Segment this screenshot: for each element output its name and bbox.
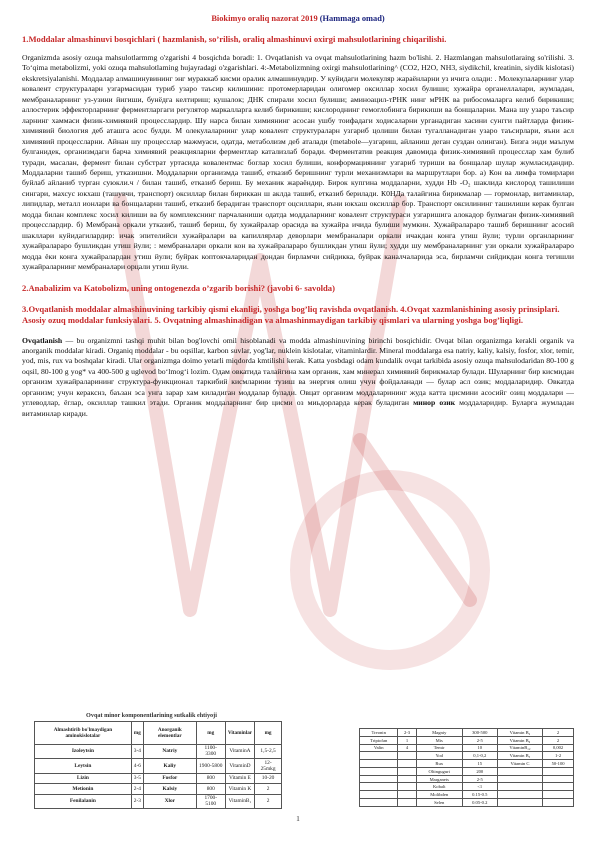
header-cell: mg (196, 722, 225, 745)
table-cell (398, 775, 416, 783)
table-cell (497, 799, 542, 807)
table-cell: Lizin (35, 773, 132, 783)
table-cell: Xlor (143, 794, 196, 809)
table-cell: Leytsin (35, 759, 132, 774)
table-cell: Kobalt (416, 783, 462, 791)
table-cell (497, 767, 542, 775)
table-cell: Selen (416, 799, 462, 807)
table-cell: Fenilalanin (35, 794, 132, 809)
table-cell (497, 775, 542, 783)
table-cell (543, 767, 574, 775)
document-body (22, 34, 574, 419)
table-cell: Yod (416, 752, 462, 760)
table-cell: 800 (196, 784, 225, 794)
question-3-heading: 3.Ovqatlanish moddalar almashinuvining tarkibiy qismi ekanligi, yoshga bog’liq ravishda ovqatlanish. 4.Ovqat xazmlanishining asosiy prinsiplari. Asosiy ozuq moddalar funksiyalari. 5. Ovqatning almashinadigan va almashinmaydigan tarkibiy qismlari va ularning yoshga bog’liqligi. (22, 303, 560, 325)
title-note: (Hammaga omad) (319, 14, 385, 23)
table-row (360, 791, 574, 799)
table-cell: 2-3 (131, 794, 143, 809)
table-cell: VitaminA (225, 744, 254, 759)
table-cell: 50-100 (543, 760, 574, 768)
table-cell: Vitamin C (497, 760, 542, 768)
header-cell: mg (131, 722, 143, 745)
table-cell: Valin (360, 744, 398, 752)
header-cell: Almashtirib bo'lmaydigan aminokislotalar (35, 722, 132, 745)
table-cell: 2 (255, 794, 282, 809)
document-title (0, 14, 596, 23)
table-cell: 1,5-2,5 (255, 744, 282, 759)
table-row (360, 799, 574, 807)
table-row (35, 794, 282, 809)
header-cell: Anorganik elementlar (143, 722, 196, 745)
table-cell (543, 791, 574, 799)
q3-answer-tail: моддаларидир. Буларга жумладан витаминлар киради. (22, 398, 574, 418)
page-number: 1 (296, 814, 300, 823)
table-cell: 2 (543, 729, 574, 737)
table-cell: Vitamin B₆ (497, 736, 542, 744)
table-row (360, 729, 574, 737)
nutrient-tables (24, 712, 580, 820)
table-row (35, 744, 282, 759)
table-cell: Temir (416, 744, 462, 752)
table-cell: Metionin (35, 784, 132, 794)
table-cell: 4 (398, 744, 416, 752)
q1-intro-text: Organizmda asosiy ozuqa mahsulotlarmmg o'zgarishi 4 bosqichda boradi: 1. Ovqatlanish va ovqat mahsulotlarining hazm bo'lishi. 2. Hazmlangan mahsulotlaraing so'rilishi. 3. To‘qima metabolizmi, yoki ozuqa mahsulotlaming hujayradagi o'zgarishlari. 4:-Metabolizmning oxirgi mahsulotlarining^ (CO2, H2O, NH3, siydikchil, kreatinin, siydik kislotasi) ekskretsiyalanishi. (22, 53, 574, 83)
table-cell: 1100- 3300 (196, 744, 225, 759)
table-caption: Ovqat minor komponentlarining sutkalik ehtiyoji (86, 712, 217, 719)
table-row (35, 784, 282, 794)
question-2-heading: 2.Anabalizim va Katobolizm, uning ontogenezda o’zgarib borishi? (javobi 6- savolda) (22, 282, 335, 293)
table-cell (497, 791, 542, 799)
table-cell: 200 (462, 767, 497, 775)
table-cell (543, 799, 574, 807)
table-cell: 0,1-0,2 (462, 752, 497, 760)
table-cell (543, 775, 574, 783)
table-cell: Rux (416, 760, 462, 768)
table-cell: 1900-5800 (196, 759, 225, 774)
table-cell (398, 799, 416, 807)
table-cell: 300-500 (462, 729, 497, 737)
table-cell (360, 752, 398, 760)
table-cell: Triptofan (360, 736, 398, 744)
table-cell (360, 760, 398, 768)
title-main: Biokimyo oraliq nazorat 2019 (211, 14, 320, 23)
table-cell (360, 799, 398, 807)
table-cell: 12-25mkg (255, 759, 282, 774)
question-3-answer (22, 336, 574, 420)
table-cell: Izoleytsin (35, 744, 132, 759)
table-row (360, 775, 574, 783)
table-row (360, 760, 574, 768)
table-cell: Mis (416, 736, 462, 744)
table-cell: Molibden (416, 791, 462, 799)
table-cell: 1700- 5100 (196, 794, 225, 809)
table-row (360, 752, 574, 760)
table-cell: Fosfor (143, 773, 196, 783)
q1-physchem-text: Моддалар алмашинувининг энг мураккаб кисми оралик алмашинувдир. У куйидаги молекуляр жараёнларни уз ичига олади: . Молекулаларнинг улар ковалент структураларн узгармасидан туриб узаро таъсир килишини: протомерларидан олигомер оксиллар хосил булиши; хужайра органеллалари, жумладан, мембраналарнинг уз-узини йигиши, бунёдга келтириш; кушалок; ДНК спирали хосил булиши; аминоацил-тРНК нинг мРНК ва рибосомаларга келиб бирикиши; аллостерик эффекторларнинг ферментларгаги регулятор маркалларга келиб бирикиши; кислороднинг гемоглобинга бирикиши ва бонщаларни. Мана шу узаро таъсир ларнинг хаммаси физик-химиявий процесслардир. Шу нарса билан химиянинг асосан ушбу тоифадаги ходисаларни урганадиган хасини сунгги пайтларда физик-химиявий биология деб аташга асос булди. (22, 73, 574, 136)
table-cell: Vitamin K (225, 784, 254, 794)
table-cell: Vitamin B₃ (497, 752, 542, 760)
table-cell: Kaliy (143, 759, 196, 774)
table-cell: VitaminB₁ (225, 794, 254, 809)
table-cell: Vitamin E (225, 773, 254, 783)
table-cell: 10 (462, 744, 497, 752)
table-cell: Natriy (143, 744, 196, 759)
table-cell: 0,002 (543, 744, 574, 752)
table-cell: Oltingugurt (416, 767, 462, 775)
table-cell: 4-6 (131, 759, 143, 774)
table-cell: 1 (398, 736, 416, 744)
term-ovqatlanish: Ovqatlanish (22, 335, 63, 345)
table-row (360, 783, 574, 791)
table-cell (398, 767, 416, 775)
table-cell: 1-2 (543, 752, 574, 760)
table-cell (398, 791, 416, 799)
table-cell: 15 (462, 760, 497, 768)
table-cell: 3-4 (131, 744, 143, 759)
header-cell: mg (255, 722, 282, 745)
table-cell (360, 775, 398, 783)
table-row (35, 773, 282, 783)
table-cell: Treonin (360, 729, 398, 737)
table-cell: VitaminB₁₂ (497, 744, 542, 752)
table-row (35, 759, 282, 774)
table-header-row (35, 722, 282, 745)
table-row (360, 744, 574, 752)
table-cell: 3-5 (131, 773, 143, 783)
q1-metabolism-text: М олекулаларнинг улар ковалент структураларн узгариб цолиши билан тугалланадиган узаро таъсирлари, яъни асл химиявий процессларни. Айнан шу процесслар мажмуаси, одатда, метаболизм деб аталади (metabole—узгариш, айланиш деган суздан олинган). Бизга энди маълум булганидек, организмдаги барча химиявий реакцияларни ферментлар катализлаб боради. Ферментатив реакция давомида физик-химиявий процесслар хам булиб туради, масалан, фермент билан субстрат уртасида ковалентмас боглар хосил булиши, конформациянинг узгариб туриши ва бонщалар шулар жумласидандир. Моддаларни ташиб бериш, утказишни. Моддаларни организмда ташиб, етказиб беришнинг турли механизмлари ва маршрутлари бор. а) Кон ва лимфа томирлари буйлаб айланиб турган суюкли.ч / билан ташиб, етказиб бериш. Бу механик жараёндир. Бирок купгина моддаларни, худди Hb -О₂ шаклида кислород ташилиши сингари, махсус юкхаш (ташувчи, транспорт) оксиллар билан бириккан ш аклда ташиб, етказиб берилади. К0НДа талайгина бирикмалар — гормонлар, витаминлар, липидлар, металл ионлари ва бонщаларни ташиб, етказиб берадиган транспорт оцсиллари, яъни юкхаш оксиллар бор. Транспорт оксилининг ташилиши керак булган модда билан комплекс хосил килиши ва бу комплекснинг парчаланиши одатда моддаларнинг ковалент структураси узгаришига алокадор булмаган физик-химиявий процесслардир. б) Мембрана оркали утказиб, ташиб бериш, бу хужайралар орасида ва хужайра ичида булиши мумкин. Хужайралараро ташиб беришнинг асосий шакллари куйидагилардир: ичак эпителийси хужайралари ва капиллярлар деворлари мембраналари оркали ичакдан конга утиш йули; турли органларнинг хужайралараро бушликдан утиш йули; : мембраналари оркали кон ва хужайралараро бушликдан утиш йули; худди шу мембраналарнинг узи оркали хужайралараро модда ёки конга хужайралардан утиш йули; буйрак коптокчаларидан дондан бирламчи сийдикка, буйрак каналчаларида эса, бирламчи сийдикдан конга тегишли хужайраларнинг мембраналари орцали утиш йули. (22, 126, 574, 272)
table-cell: 2 (543, 736, 574, 744)
table-cell: VitaminD (225, 759, 254, 774)
table-cell: 2-5 (462, 775, 497, 783)
table-row (360, 767, 574, 775)
table-cell: 0.05-0.2 (462, 799, 497, 807)
table-cell: Marganets (416, 775, 462, 783)
table-cell (360, 767, 398, 775)
table-cell: 2 (255, 784, 282, 794)
table-cell: 10-20 (255, 773, 282, 783)
minor-components-table-block (34, 712, 289, 809)
q3-answer-text: — bu organizmni tashqi muhit bilan bog'lovchi omil hisoblanadi va modda almashinuvining birinchi bosqichidir. Ovqat bilan organizmga kerakli organik va anorganik moddalar kiradi. Organiq moddalar - bu oqsillar, karbon suvlar, yog'lar, nuklein kislotalar, vitaminlardir. Mineral moddalarga esa natriy, kaliy, kalsiy, fosfor, xlor, temir, yod, mis, rux va boshqalar kiradi. Ular organizmga doimo yetarli miqdorda kmtilishi kerak. Katta yosbdagi odam kundalik ovqat tarkibida asosiy ozuqa mahsulodaridan 80-100 g oqsil, 80-100 g yog* va 400-500 g uglevod bo‘lmog‘i lozim. Одам овкатида талайгина хам органик, хам минерал химиявий бирикмалар булади. Шуларнинг бир кисмидан организм хужайраларининг структура-функционал таркибий кисмларини тузиш ва энергия олиш учун фойдаланади — булар асл озик; моддаларидир. Овкатда организм; учун керакснз, баъзан эса унга зарар хам киладиган моддалар булади. Овцат организм моддаларининг жуда катта цисмини асосийг озиц моддалари — углеводлар, ёглар, оксиллар ташкил этади. Органик моддаларнинг бир цисми оз миьдорларда керак буладиган (22, 335, 574, 408)
question-1-heading: 1.Moddalar almashinuvi bosqichlari ( hazmlanish, so’rilish, oraliq almashinuvi oxirgi mahsulotlarining chiqarilishi. (22, 34, 447, 44)
minor-components-table (34, 721, 282, 809)
table-cell: 800 (196, 773, 225, 783)
table-cell: 2-5 (462, 736, 497, 744)
table-cell (497, 783, 542, 791)
header-cell: Vitaminlar (225, 722, 254, 745)
table-cell (398, 760, 416, 768)
table-cell (360, 783, 398, 791)
minor-components-table-2 (359, 728, 574, 807)
table-cell (360, 791, 398, 799)
table-cell: Magniy (416, 729, 462, 737)
table-cell (543, 783, 574, 791)
table-cell: <1 (462, 783, 497, 791)
minor-components-table-continued (359, 728, 574, 807)
table-cell (398, 752, 416, 760)
term-minor-ozik: минор озик (413, 398, 456, 408)
table-cell: Vitamin B₂ (497, 729, 542, 737)
table-cell: Kalsiy (143, 784, 196, 794)
table-cell: 2-4 (131, 784, 143, 794)
table-cell: 2-3 (398, 729, 416, 737)
table-row (360, 736, 574, 744)
table-cell (398, 783, 416, 791)
question-1-answer (22, 53, 574, 273)
table-cell: 0.15-0.5 (462, 791, 497, 799)
